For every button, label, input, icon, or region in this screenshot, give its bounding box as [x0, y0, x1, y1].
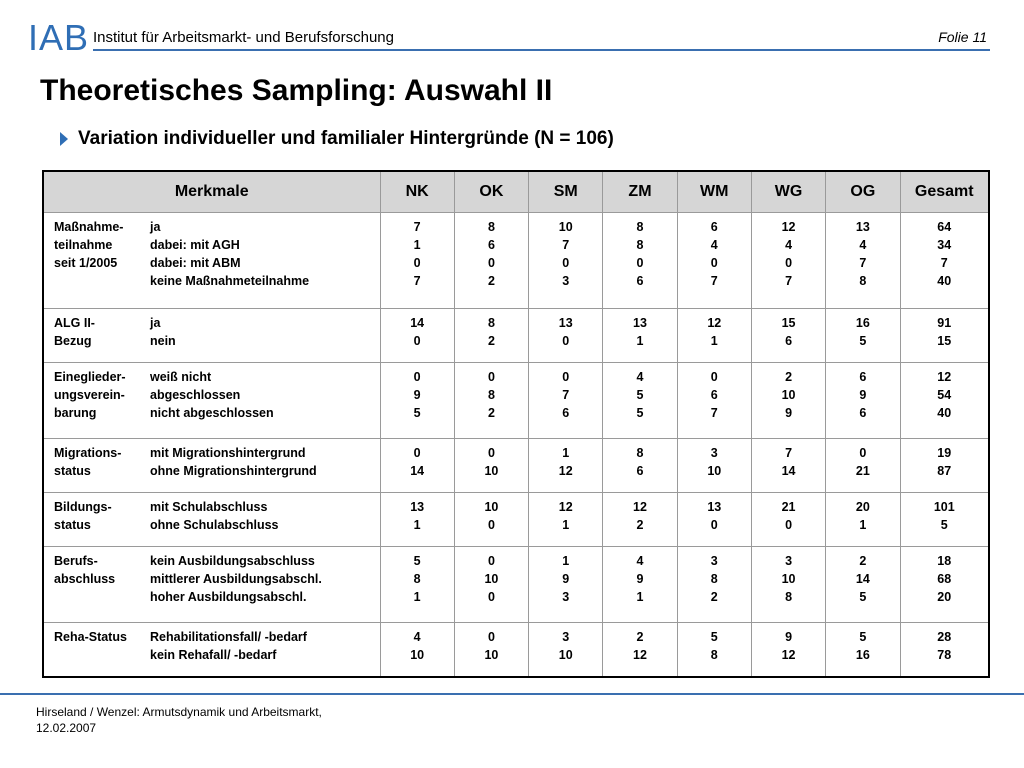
- cell-value: 91: [937, 316, 952, 331]
- cell-value: 7: [710, 274, 718, 288]
- cell-value: 5: [413, 406, 421, 421]
- row-subcategory: mit Schulabschluss: [150, 500, 268, 515]
- cell-value: 0: [413, 334, 421, 349]
- row-category: seit 1/2005: [54, 256, 118, 270]
- value-cell: [751, 363, 825, 438]
- cell-value: 7: [785, 274, 793, 288]
- cell-value: 15: [781, 316, 796, 331]
- value-cell: [529, 213, 603, 309]
- row-subcategory: weiß nicht: [150, 370, 212, 385]
- row-label-cell: [44, 438, 380, 492]
- column-header: OK: [454, 172, 528, 213]
- cell-value: 5: [859, 334, 867, 349]
- header-divider: [93, 49, 990, 51]
- cell-value: 9: [413, 388, 421, 403]
- cell-value: 1: [636, 334, 644, 349]
- cell-value: 8: [636, 445, 644, 460]
- cell-value: 12: [558, 500, 573, 515]
- cell-value: 7: [710, 406, 718, 421]
- cell-value: 10: [410, 647, 425, 662]
- cell-value: 8: [487, 220, 495, 234]
- row-subcategory: nicht abgeschlossen: [150, 406, 274, 421]
- cell-value: 4: [636, 370, 644, 385]
- cell-value: 4: [413, 629, 421, 644]
- cell-value: 9: [562, 572, 570, 587]
- cell-value: 4: [785, 238, 793, 252]
- cell-value: 1: [413, 590, 421, 605]
- value-cell: [454, 213, 528, 309]
- row-label-cell: [44, 547, 380, 622]
- cell-value: 0: [710, 370, 718, 385]
- cell-value: 12: [707, 316, 722, 331]
- cell-value: 3: [562, 274, 570, 288]
- cell-value: 1: [562, 518, 570, 533]
- bullet-triangle-icon: [60, 132, 68, 146]
- cell-value: 3: [710, 554, 718, 569]
- row-subcategory: nein: [150, 334, 176, 349]
- row-category: abschluss: [54, 572, 116, 587]
- cell-value: 8: [785, 590, 793, 605]
- cell-value: 18: [937, 554, 952, 569]
- cell-value: 10: [707, 463, 722, 478]
- cell-value: 68: [937, 572, 952, 587]
- cell-value: 14: [781, 463, 796, 478]
- row-category: Berufs-: [54, 554, 98, 569]
- cell-value: 4: [710, 238, 718, 252]
- cell-value: 10: [484, 647, 499, 662]
- row-subcategory: ohne Schulabschluss: [150, 518, 279, 533]
- cell-value: 87: [937, 463, 952, 478]
- column-header: Merkmale: [44, 172, 380, 213]
- cell-value: 8: [710, 647, 718, 662]
- value-cell: [380, 493, 454, 547]
- cell-value: 4: [636, 554, 644, 569]
- cell-value: 0: [487, 370, 495, 385]
- value-cell: [826, 493, 900, 547]
- cell-value: 20: [937, 590, 952, 605]
- row-category: Reha-Status: [54, 629, 127, 644]
- cell-value: 7: [413, 274, 421, 288]
- value-cell: [677, 438, 751, 492]
- cell-value: 0: [785, 256, 793, 270]
- cell-value: 2: [859, 554, 867, 569]
- cell-value: 9: [859, 388, 867, 403]
- row-subcategory: dabei: mit AGH: [150, 238, 240, 252]
- cell-value: 5: [636, 388, 644, 403]
- slide-title: Theoretisches Sampling: Auswahl II: [40, 74, 553, 107]
- row-subcategory: kein Ausbildungsabschluss: [150, 554, 315, 569]
- row-subcategory: ja: [150, 316, 161, 331]
- cell-value: 10: [484, 500, 499, 515]
- cell-value: 4: [859, 238, 867, 252]
- value-cell: [826, 363, 900, 438]
- value-cell: [751, 309, 825, 363]
- cell-value: 13: [855, 220, 870, 234]
- table-header-row: [44, 172, 988, 213]
- value-cell: [751, 493, 825, 547]
- value-cell: [454, 363, 528, 438]
- footer-citation: [36, 704, 322, 736]
- cell-value: 2: [487, 334, 495, 349]
- cell-value: 21: [781, 500, 796, 515]
- row-subcategory: ohne Migrationshintergrund: [150, 463, 317, 478]
- column-header: Gesamt: [900, 172, 988, 213]
- cell-value: 0: [487, 445, 495, 460]
- row-category: teilnahme: [54, 238, 113, 252]
- cell-value: 12: [633, 647, 647, 662]
- value-cell: [900, 309, 988, 363]
- row-subcategory: kein Rehafall/ -bedarf: [150, 647, 277, 662]
- table-row: [44, 363, 988, 438]
- value-cell: [529, 547, 603, 622]
- row-category: status: [54, 518, 91, 533]
- cell-value: 3: [562, 629, 570, 644]
- value-cell: [380, 309, 454, 363]
- cell-value: 6: [785, 334, 793, 349]
- row-category: ALG II-: [54, 316, 95, 331]
- slide-number: Folie 11: [938, 29, 987, 45]
- value-cell: [454, 309, 528, 363]
- cell-value: 13: [558, 316, 573, 331]
- value-cell: [900, 622, 988, 676]
- value-cell: [603, 363, 677, 438]
- cell-value: 12: [781, 220, 796, 234]
- cell-value: 0: [562, 370, 570, 385]
- value-cell: [529, 309, 603, 363]
- cell-value: 0: [636, 256, 644, 270]
- column-header: SM: [529, 172, 603, 213]
- value-cell: [677, 622, 751, 676]
- cell-value: 8: [859, 274, 867, 288]
- column-header: WG: [751, 172, 825, 213]
- value-cell: [603, 309, 677, 363]
- cell-value: 1: [710, 334, 718, 349]
- cell-value: 13: [633, 316, 647, 331]
- institute-name: Institut für Arbeitsmarkt- und Berufsforschung: [93, 29, 394, 46]
- cell-value: 101: [933, 500, 955, 515]
- value-cell: [900, 363, 988, 438]
- cell-value: 13: [410, 500, 425, 515]
- cell-value: 10: [558, 220, 573, 234]
- value-cell: [826, 309, 900, 363]
- row-category: ungsverein-: [54, 388, 125, 403]
- value-cell: [529, 438, 603, 492]
- value-cell: [677, 363, 751, 438]
- row-category: Eineglieder-: [54, 370, 126, 385]
- cell-value: 7: [562, 238, 570, 252]
- value-cell: [826, 438, 900, 492]
- cell-value: 10: [558, 647, 573, 662]
- cell-value: 0: [710, 518, 718, 533]
- cell-value: 14: [410, 316, 425, 331]
- cell-value: 14: [855, 572, 870, 587]
- table-row: [44, 213, 988, 309]
- row-category: barung: [54, 406, 97, 421]
- value-cell: [454, 438, 528, 492]
- value-cell: [603, 438, 677, 492]
- cell-value: 0: [785, 518, 793, 533]
- cell-value: 3: [785, 554, 793, 569]
- row-label-cell: [44, 493, 380, 547]
- value-cell: [380, 547, 454, 622]
- row-subcategory: Rehabilitationsfall/ -bedarf: [150, 629, 307, 644]
- cell-value: 7: [562, 388, 570, 403]
- row-label-cell: [44, 622, 380, 676]
- row-subcategory: mit Migrationshintergrund: [150, 445, 306, 460]
- table-row: [44, 547, 988, 622]
- cell-value: 2: [487, 274, 495, 288]
- cell-value: 16: [855, 316, 870, 331]
- cell-value: 8: [487, 316, 495, 331]
- table-row: [44, 438, 988, 492]
- row-category: Bildungs-: [54, 500, 112, 515]
- cell-value: 6: [710, 220, 718, 234]
- footer-divider: [0, 693, 1024, 695]
- value-cell: [826, 213, 900, 309]
- cell-value: 0: [413, 445, 421, 460]
- value-cell: [454, 547, 528, 622]
- cell-value: 6: [487, 238, 495, 252]
- cell-value: 0: [487, 629, 495, 644]
- cell-value: 1: [636, 590, 644, 605]
- iab-logo: IAB: [28, 17, 90, 58]
- cell-value: 9: [785, 629, 793, 644]
- cell-value: 0: [487, 590, 495, 605]
- value-cell: [529, 493, 603, 547]
- value-cell: [380, 363, 454, 438]
- cell-value: 20: [855, 500, 870, 515]
- cell-value: 6: [710, 388, 718, 403]
- cell-value: 10: [484, 572, 499, 587]
- row-subcategory: abgeschlossen: [150, 388, 241, 403]
- value-cell: [454, 493, 528, 547]
- cell-value: 7: [940, 256, 948, 270]
- cell-value: 6: [562, 406, 570, 421]
- bullet-point: [60, 128, 614, 150]
- row-label-cell: [44, 363, 380, 438]
- cell-value: 19: [937, 445, 952, 460]
- cell-value: 8: [636, 220, 644, 234]
- cell-value: 9: [636, 572, 644, 587]
- value-cell: [900, 547, 988, 622]
- value-cell: [677, 493, 751, 547]
- cell-value: 8: [636, 238, 644, 252]
- cell-value: 10: [781, 572, 796, 587]
- row-subcategory: dabei: mit ABM: [150, 256, 241, 270]
- cell-value: 2: [487, 406, 495, 421]
- cell-value: 40: [937, 274, 952, 288]
- row-subcategory: keine Maßnahmeteilnahme: [150, 274, 310, 288]
- cell-value: 13: [707, 500, 722, 515]
- cell-value: 6: [859, 370, 867, 385]
- value-cell: [900, 493, 988, 547]
- cell-value: 7: [785, 445, 793, 460]
- value-cell: [380, 438, 454, 492]
- column-header: OG: [826, 172, 900, 213]
- row-category: Bezug: [54, 334, 92, 349]
- cell-value: 1: [859, 518, 867, 533]
- value-cell: [380, 622, 454, 676]
- cell-value: 54: [937, 388, 952, 403]
- cell-value: 12: [781, 647, 796, 662]
- cell-value: 64: [937, 220, 952, 234]
- value-cell: [900, 213, 988, 309]
- cell-value: 16: [855, 647, 870, 662]
- footer-date: 12.02.2007: [36, 721, 97, 735]
- cell-value: 1: [562, 445, 570, 460]
- value-cell: [529, 363, 603, 438]
- cell-value: 6: [859, 406, 867, 421]
- cell-value: 10: [484, 463, 499, 478]
- cell-value: 15: [937, 334, 952, 349]
- value-cell: [826, 547, 900, 622]
- value-cell: [751, 547, 825, 622]
- cell-value: 12: [633, 500, 647, 515]
- cell-value: 6: [636, 274, 644, 288]
- row-subcategory: hoher Ausbildungsabschl.: [150, 590, 307, 605]
- cell-value: 8: [710, 572, 718, 587]
- value-cell: [529, 622, 603, 676]
- cell-value: 34: [937, 238, 952, 252]
- value-cell: [751, 213, 825, 309]
- value-cell: [603, 547, 677, 622]
- value-cell: [751, 622, 825, 676]
- cell-value: 5: [859, 590, 867, 605]
- cell-value: 21: [855, 463, 870, 478]
- column-header: ZM: [603, 172, 677, 213]
- value-cell: [677, 547, 751, 622]
- cell-value: 0: [413, 370, 421, 385]
- value-cell: [454, 622, 528, 676]
- table-row: [44, 493, 988, 547]
- cell-value: 2: [636, 629, 644, 644]
- cell-value: 5: [940, 518, 948, 533]
- cell-value: 3: [562, 590, 570, 605]
- cell-value: 1: [413, 518, 421, 533]
- row-label-cell: [44, 213, 380, 309]
- cell-value: 0: [413, 256, 421, 270]
- cell-value: 10: [781, 388, 796, 403]
- value-cell: [900, 438, 988, 492]
- footer-line: Hirseland / Wenzel: Armutsdynamik und Arbeitsmarkt,: [36, 705, 322, 719]
- cell-value: 8: [487, 388, 495, 403]
- cell-value: 14: [410, 463, 425, 478]
- cell-value: 0: [710, 256, 718, 270]
- row-category: status: [54, 463, 91, 478]
- row-label-cell: [44, 309, 380, 363]
- cell-value: 1: [413, 238, 421, 252]
- value-cell: [603, 622, 677, 676]
- value-cell: [826, 622, 900, 676]
- cell-value: 5: [413, 554, 421, 569]
- cell-value: 28: [937, 629, 952, 644]
- value-cell: [603, 493, 677, 547]
- cell-value: 3: [710, 445, 718, 460]
- value-cell: [603, 213, 677, 309]
- cell-value: 1: [562, 554, 570, 569]
- row-category: Migrations-: [54, 445, 122, 460]
- cell-value: 2: [636, 518, 644, 533]
- cell-value: 0: [487, 554, 495, 569]
- cell-value: 9: [785, 406, 793, 421]
- cell-value: 0: [562, 334, 570, 349]
- cell-value: 40: [937, 406, 952, 421]
- cell-value: 5: [710, 629, 718, 644]
- value-cell: [751, 438, 825, 492]
- row-subcategory: ja: [150, 220, 161, 234]
- column-header: NK: [380, 172, 454, 213]
- cell-value: 8: [413, 572, 421, 587]
- cell-value: 0: [562, 256, 570, 270]
- cell-value: 5: [859, 629, 867, 644]
- cell-value: 0: [859, 445, 867, 460]
- cell-value: 12: [558, 463, 573, 478]
- row-category: Maßnahme-: [54, 220, 124, 234]
- value-cell: [677, 309, 751, 363]
- data-table-container: [42, 170, 990, 678]
- cell-value: 7: [413, 220, 421, 234]
- cell-value: 0: [487, 256, 495, 270]
- cell-value: 0: [487, 518, 495, 533]
- table-row: [44, 622, 988, 676]
- cell-value: 7: [859, 256, 867, 270]
- table-row: [44, 309, 988, 363]
- cell-value: 2: [710, 590, 718, 605]
- value-cell: [677, 213, 751, 309]
- bullet-text: Variation individueller und familialer Hintergründe (N = 106): [78, 128, 614, 149]
- cell-value: 12: [937, 370, 952, 385]
- cell-value: 78: [937, 647, 952, 662]
- column-header: WM: [677, 172, 751, 213]
- value-cell: [380, 213, 454, 309]
- row-subcategory: mittlerer Ausbildungsabschl.: [150, 572, 322, 587]
- data-table: [44, 172, 988, 676]
- cell-value: 6: [636, 463, 644, 478]
- cell-value: 5: [636, 406, 644, 421]
- cell-value: 2: [785, 370, 793, 385]
